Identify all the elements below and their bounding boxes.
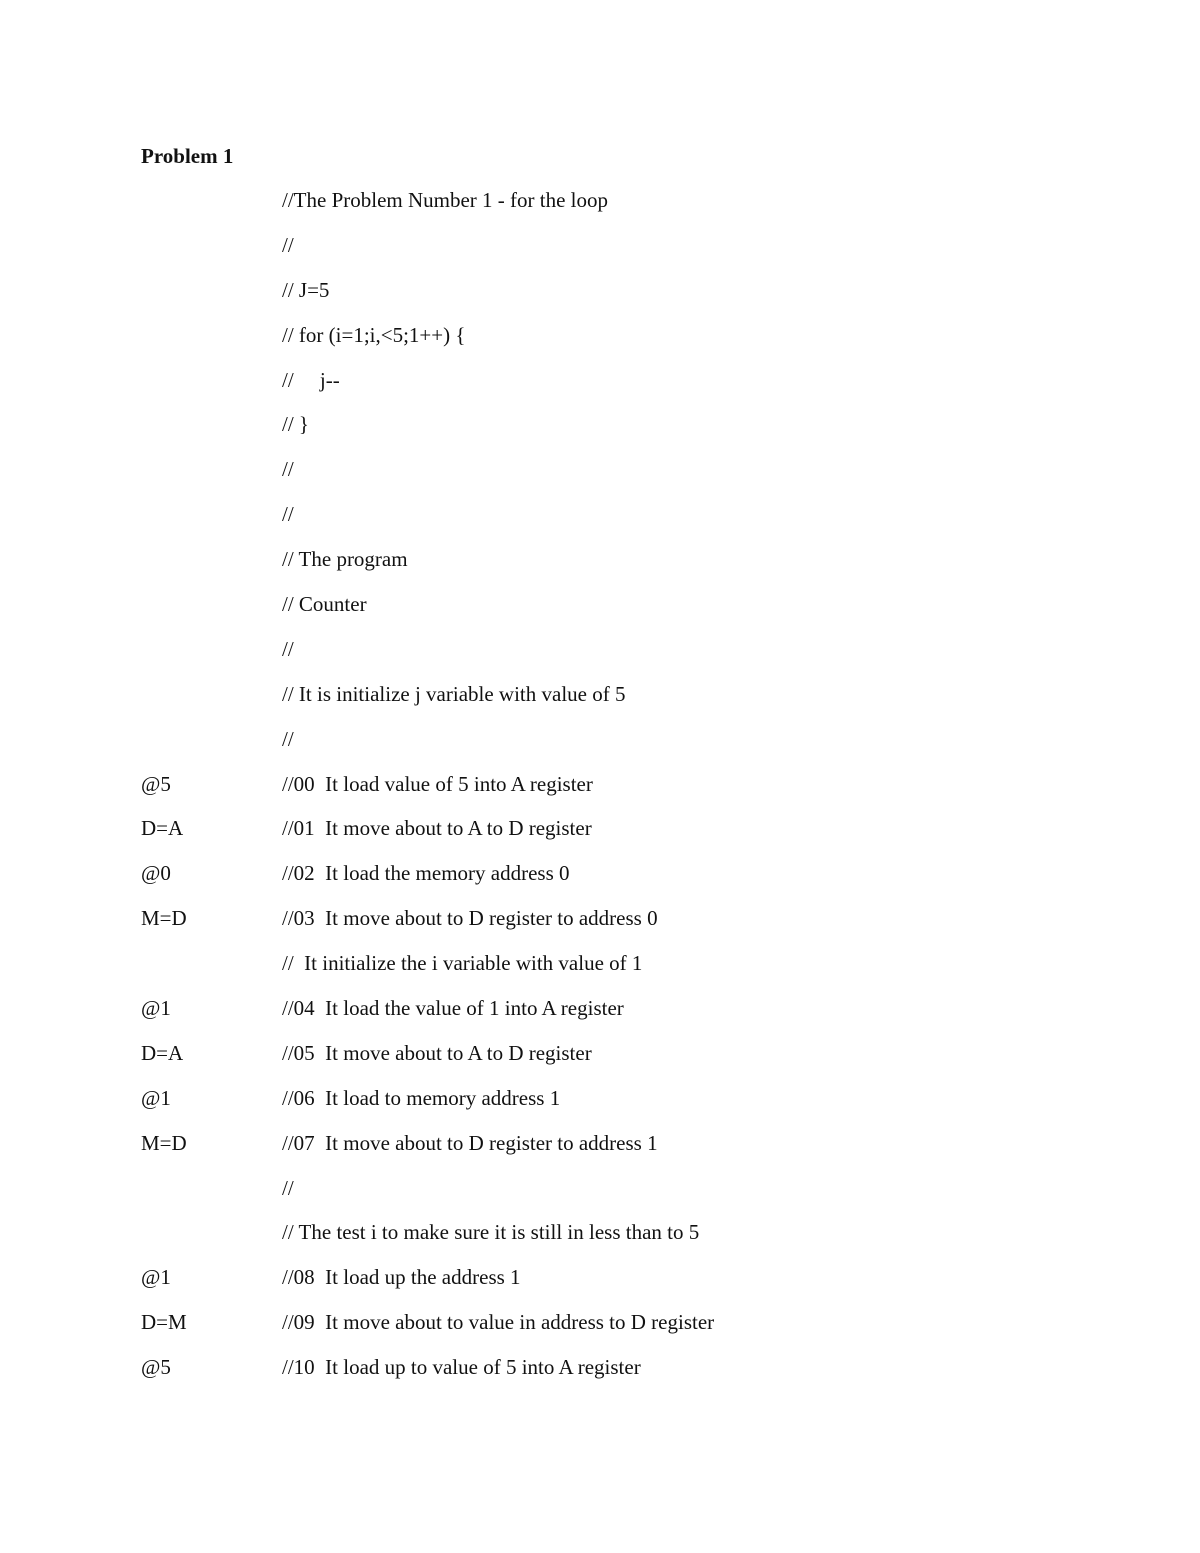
code-line	[0, 904, 1200, 949]
code-instruction: D=M	[141, 1310, 187, 1335]
code-comment: //	[282, 502, 294, 527]
code-instruction: D=A	[141, 1040, 184, 1065]
code-line	[0, 276, 1200, 321]
code-line	[0, 1039, 1200, 1084]
code-line	[0, 321, 1200, 366]
code-comment: //09 It move about to value in address to D register	[282, 1310, 715, 1335]
code-line	[0, 186, 1200, 231]
code-comment: //00 It load value of 5 into A register	[282, 771, 593, 796]
code-comment: //01 It move about to A to D register	[282, 816, 592, 841]
code-comment: //03 It move about to D register to address 0	[282, 906, 658, 931]
code-line	[0, 1084, 1200, 1129]
code-comment: //06 It load to memory address 1	[282, 1085, 561, 1110]
code-comment: //	[282, 726, 294, 751]
code-instruction: D=A	[141, 816, 184, 841]
code-comment: //10 It load up to value of 5 into A register	[282, 1355, 641, 1380]
problem-title: Problem 1	[141, 144, 234, 168]
code-instruction: M=D	[141, 906, 187, 931]
code-line	[0, 725, 1200, 770]
code-instruction: @0	[141, 861, 171, 886]
code-line	[0, 1129, 1200, 1174]
code-comment: // It is initialize j variable with value of 5	[282, 681, 626, 706]
code-line	[0, 1308, 1200, 1353]
code-comment: //02 It load the memory address 0	[282, 861, 570, 886]
code-line	[0, 500, 1200, 545]
code-comment: //04 It load the value of 1 into A register	[282, 996, 624, 1021]
code-line	[0, 545, 1200, 590]
code-line	[0, 410, 1200, 455]
code-line	[0, 590, 1200, 635]
code-line	[0, 635, 1200, 680]
code-comment: //05 It move about to A to D register	[282, 1040, 592, 1065]
code-comment: //	[282, 457, 294, 482]
code-line	[0, 814, 1200, 859]
code-comment: //The Problem Number 1 - for the loop	[282, 188, 609, 212]
code-comment: // J=5	[282, 277, 330, 302]
code-comment: // The test i to make sure it is still in less than to 5	[282, 1220, 700, 1245]
code-comment: // for (i=1;i,<5;1++) {	[282, 322, 466, 347]
code-listing	[0, 186, 1200, 1398]
code-line	[0, 1263, 1200, 1308]
code-line	[0, 231, 1200, 276]
code-line	[0, 994, 1200, 1039]
code-comment: // It initialize the i variable with value of 1	[282, 951, 643, 976]
code-instruction: @1	[141, 1085, 171, 1110]
code-comment: //07 It move about to D register to address 1	[282, 1130, 658, 1155]
code-comment: //08 It load up the address 1	[282, 1265, 521, 1290]
code-instruction: @5	[141, 771, 171, 796]
code-instruction: M=D	[141, 1130, 187, 1155]
code-line	[0, 455, 1200, 500]
code-line	[0, 859, 1200, 904]
code-comment: // }	[282, 412, 309, 437]
code-line	[0, 1174, 1200, 1219]
code-comment: //	[282, 1175, 294, 1200]
code-comment: // j--	[282, 367, 340, 392]
code-line	[0, 770, 1200, 815]
code-line	[0, 680, 1200, 725]
code-line	[0, 949, 1200, 994]
code-line	[0, 1218, 1200, 1263]
code-comment: //	[282, 232, 294, 257]
code-comment: // Counter	[282, 592, 367, 617]
code-comment: //	[282, 636, 294, 661]
code-instruction: @5	[141, 1355, 171, 1380]
code-instruction: @1	[141, 1265, 171, 1290]
code-line	[0, 1353, 1200, 1398]
code-comment: // The program	[282, 547, 408, 572]
code-line	[0, 366, 1200, 411]
code-instruction: @1	[141, 996, 171, 1021]
